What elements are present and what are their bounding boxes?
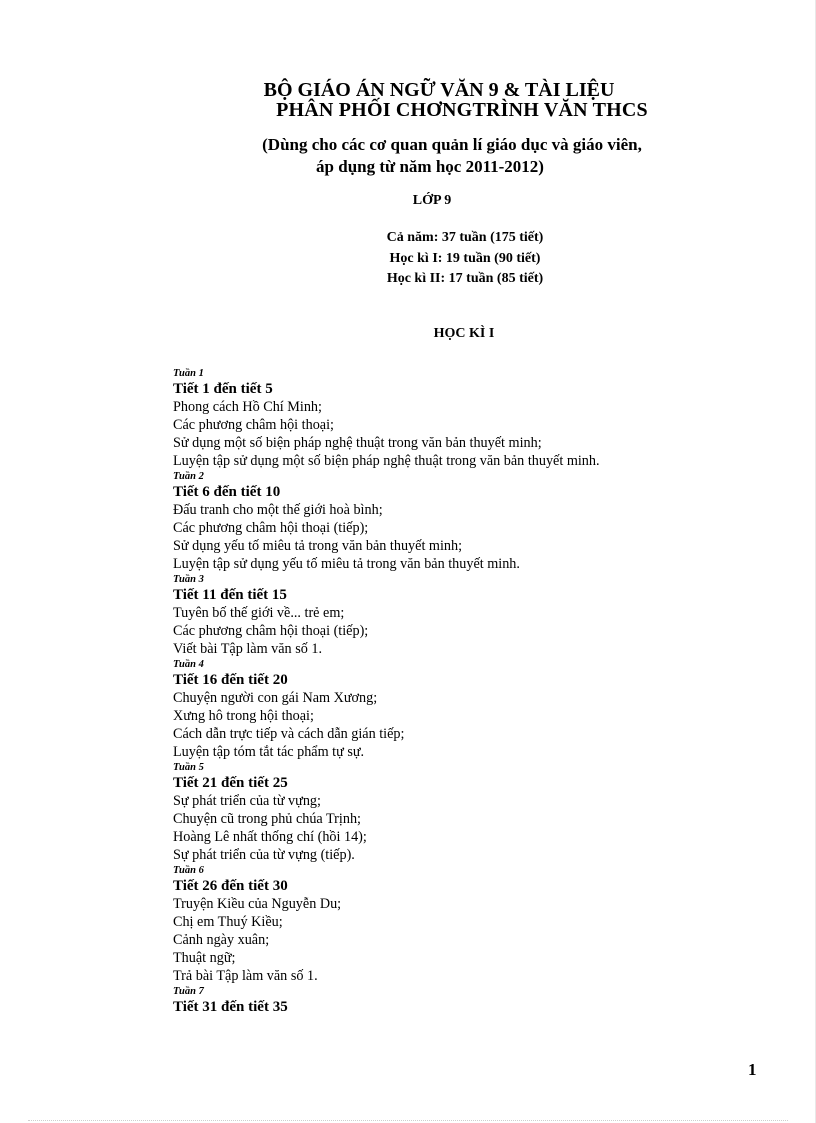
lesson-item: Tuyên bố thế giới về... trẻ em; (173, 605, 345, 621)
lesson-range: Tiết 1 đến tiết 5 (173, 381, 273, 397)
lesson-item: Sử dụng một số biện pháp nghệ thuật trong văn bản thuyết minh; (173, 435, 542, 451)
week-block (173, 367, 773, 470)
lesson-item: Phong cách Hồ Chí Minh; (173, 399, 322, 415)
page-number: 1 (748, 1060, 757, 1079)
week-block (173, 864, 773, 985)
page-bottom-divider (28, 1120, 788, 1121)
week-schedule (173, 367, 773, 1016)
stats-semester-1: Học kì I: 19 tuần (90 tiết) (389, 250, 541, 266)
lesson-item: Xưng hô trong hội thoại; (173, 708, 314, 724)
document-subtitle (0, 134, 816, 178)
lesson-item: Sự phát triển của từ vựng; (173, 793, 321, 809)
course-stats (0, 228, 816, 290)
lesson-item: Luyện tập sử dụng một số biện pháp nghệ thuật trong văn bản thuyết minh. (173, 453, 600, 469)
week-label: Tuần 7 (173, 986, 204, 997)
lesson-item: Các phương châm hội thoại (tiếp); (173, 520, 369, 536)
week-label: Tuần 4 (173, 659, 204, 670)
lesson-range: Tiết 31 đến tiết 35 (173, 999, 288, 1015)
week-block (173, 470, 773, 573)
lesson-item: Chị em Thuý Kiều; (173, 914, 283, 930)
lesson-item: Sử dụng yếu tố miêu tả trong văn bản thuyết minh; (173, 538, 463, 554)
grade-heading: LỚP 9 (412, 193, 452, 208)
lesson-range: Tiết 21 đến tiết 25 (173, 775, 288, 791)
lesson-range: Tiết 16 đến tiết 20 (173, 672, 288, 688)
week-block (173, 761, 773, 864)
lesson-item: Chuyện người con gái Nam Xương; (173, 690, 378, 706)
lesson-item: Hoàng Lê nhất thống chí (hồi 14); (173, 829, 367, 845)
stats-semester-2: Học kì II: 17 tuần (85 tiết) (386, 271, 544, 286)
lesson-item: Luyện tập sử dụng yếu tố miêu tả trong văn bản thuyết minh. (173, 556, 520, 572)
lesson-range: Tiết 6 đến tiết 10 (173, 484, 281, 500)
subtitle-line-1: (Dùng cho các cơ quan quản lí giáo dục và giáo viên, (262, 135, 642, 154)
lesson-item: Các phương châm hội thoại; (173, 417, 334, 433)
title-line-2: PHÂN PHỐI CHƠNGTRÌNH VĂN THCS (276, 99, 648, 121)
lesson-item: Đấu tranh cho một thế giới hoà bình; (173, 502, 383, 518)
week-block (173, 658, 773, 761)
lesson-item: Sự phát triển của từ vựng (tiếp). (173, 847, 355, 863)
week-label: Tuần 1 (173, 368, 204, 379)
lesson-item: Thuật ngữ; (173, 950, 236, 966)
week-block (173, 985, 773, 1016)
lesson-range: Tiết 26 đến tiết 30 (173, 878, 288, 894)
lesson-item: Chuyện cũ trong phủ chúa Trịnh; (173, 811, 361, 827)
subtitle-line-2: áp dụng từ năm học 2011-2012) (316, 157, 544, 176)
lesson-item: Cách dẫn trực tiếp và cách dẫn gián tiếp; (173, 726, 405, 742)
week-label: Tuần 3 (173, 574, 204, 585)
title-line-1: BỘ GIÁO ÁN NGỮ VĂN 9 & TÀI LIỆU (263, 79, 615, 101)
lesson-item: Trả bài Tập làm văn số 1. (173, 968, 318, 984)
lesson-range: Tiết 11 đến tiết 15 (173, 587, 287, 603)
lesson-item: Viết bài Tập làm văn số 1. (173, 641, 323, 657)
lesson-item: Cảnh ngày xuân; (173, 932, 270, 948)
stats-full-year: Cả năm: 37 tuần (175 tiết) (386, 230, 544, 245)
week-label: Tuần 6 (173, 865, 204, 876)
week-label: Tuần 2 (173, 471, 204, 482)
week-label: Tuần 5 (173, 762, 204, 773)
lesson-item: Các phương châm hội thoại (tiếp); (173, 623, 369, 639)
semester-heading: HỌC KÌ I (433, 326, 495, 341)
week-block (173, 573, 773, 658)
lesson-item: Truyện Kiều của Nguyễn Du; (173, 896, 342, 912)
document-title (0, 80, 816, 120)
lesson-item: Luyện tập tóm tắt tác phẩm tự sự. (173, 744, 365, 760)
